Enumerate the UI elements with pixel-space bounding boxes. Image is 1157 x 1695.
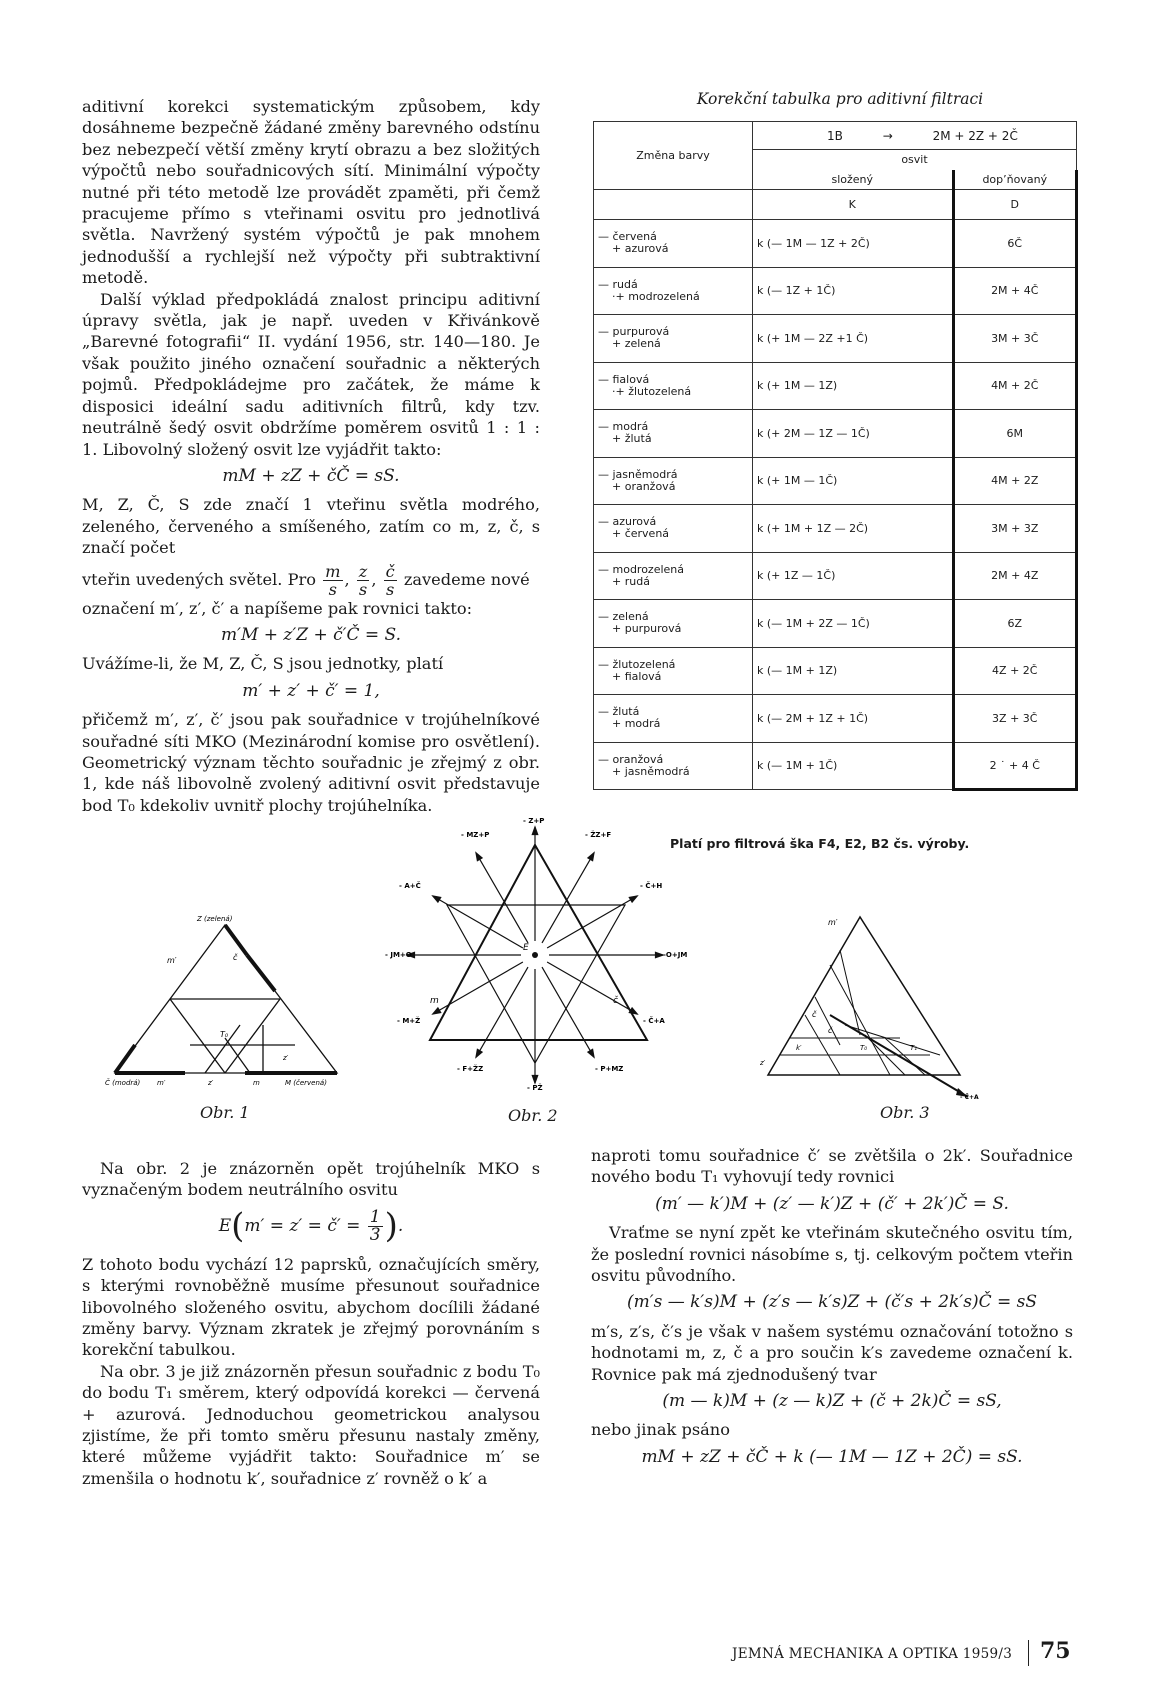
ray-label-top: - Z+P bbox=[523, 817, 545, 825]
table-row bbox=[594, 647, 1077, 695]
equation: (m′s — k′s)M + (z′s — k′s)Z + (č′s + 2k′s)Č = sS bbox=[626, 1292, 1038, 1313]
header-doplnovany: dop’ňovaný bbox=[953, 170, 1076, 190]
ray-arrowhead bbox=[588, 853, 594, 861]
label-k: k′ bbox=[796, 1044, 802, 1052]
k-cell: k (+ 1Z — 1Č) bbox=[753, 552, 954, 600]
direction-ray bbox=[547, 896, 637, 948]
fraction: $\frac{m}{s}$ bbox=[325, 561, 341, 599]
ray-arrowhead bbox=[476, 1049, 482, 1057]
correction-table bbox=[593, 121, 1078, 791]
color-change-cell: — žlutá + modrá bbox=[594, 695, 753, 743]
k-cell: k (+ 2M — 1Z — 1Č) bbox=[753, 410, 954, 458]
fraction: $\frac{č}{s}$ bbox=[385, 561, 395, 599]
thick-segment bbox=[115, 1045, 135, 1073]
ray-arrowhead bbox=[532, 1076, 537, 1084]
label-m: m bbox=[430, 996, 439, 1006]
paragraph: Uvážíme-li, že M, Z, Č, S jsou jednotky, platí bbox=[82, 654, 444, 674]
direction-ray bbox=[433, 896, 523, 948]
thick-segment bbox=[225, 925, 247, 955]
ray-arrowhead bbox=[588, 1049, 594, 1057]
label-arrow: - Č+A bbox=[960, 1094, 979, 1100]
label-t0: T₀ bbox=[860, 1044, 868, 1052]
ray-arrowhead bbox=[656, 952, 664, 957]
ray-arrowhead bbox=[629, 1008, 637, 1014]
k-cell: k (— 1M — 1Z + 2Č) bbox=[753, 220, 954, 268]
d-cell: 2 ˙ + 4 Č bbox=[953, 742, 1076, 790]
table-row bbox=[594, 742, 1077, 790]
paragraph: Z tohoto bodu vychází 12 paprsků, označujících směry, s kterými rovnoběžně musíme přesunout souřadnice libovolného složeného osvitu, abychom docílili žádané změny barvy. Význam zkratek je zřejmý porovnáním s korekční tabulkou. bbox=[82, 1254, 540, 1360]
header-osvit: osvit bbox=[753, 150, 1077, 170]
ray-arrowhead bbox=[433, 896, 441, 902]
k-cell: k (— 1Z + 1Č) bbox=[753, 267, 954, 315]
ray-label-b: - PŽ bbox=[527, 1084, 543, 1092]
left-column-bottom bbox=[82, 1158, 540, 1489]
d-cell: 3Z + 3Č bbox=[953, 695, 1076, 743]
label-bottom-right: M (červená) bbox=[285, 1079, 327, 1087]
color-change-cell: — jasněmodrá + oranžová bbox=[594, 457, 753, 505]
ray-label-lb: - M+Ž bbox=[397, 1017, 421, 1025]
label-bottom-left: Č (modrá) bbox=[105, 1079, 141, 1087]
paragraph: Na obr. 2 je znázorněn opět trojúhelník MKO s vyznačeným bodem neutrálního osvitu bbox=[82, 1159, 540, 1200]
ray-label-bl: - F+ŽZ bbox=[457, 1065, 484, 1073]
empty-cell bbox=[594, 190, 753, 220]
label-right: č bbox=[233, 953, 238, 962]
ray-label-rt: - Č+H bbox=[640, 882, 663, 890]
fraction: $\frac{1}{3}$ bbox=[369, 1206, 381, 1245]
equation-e: E(m′ = z′ = č′ = $\frac{1}{3}$ ). bbox=[218, 1205, 404, 1246]
center-point bbox=[532, 952, 538, 958]
ray-arrowhead bbox=[433, 1008, 441, 1014]
equation: (m — k)M + (z — k)Z + (č + 2k)Č = sS, bbox=[662, 1391, 1002, 1412]
color-change-cell: — fialová ·+ žlutozelená bbox=[594, 362, 753, 410]
d-cell: 3M + 3Z bbox=[953, 505, 1076, 553]
color-change-cell: — oranžová + jasněmodrá bbox=[594, 742, 753, 790]
col-k: K bbox=[753, 190, 954, 220]
d-cell: 3M + 3Č bbox=[953, 315, 1076, 363]
color-change-cell: — rudá ·+ modrozelená bbox=[594, 267, 753, 315]
k-cell: k (+ 1M — 1Z) bbox=[753, 362, 954, 410]
d-cell: 6Z bbox=[953, 600, 1076, 648]
label-b3: m bbox=[253, 1079, 260, 1087]
inner-line bbox=[225, 999, 280, 1073]
grid-line bbox=[805, 1015, 840, 1075]
label-top: m′ bbox=[828, 918, 838, 927]
table-row bbox=[594, 552, 1077, 600]
label-t1: T₁ bbox=[910, 1044, 918, 1052]
paragraph: Na obr. 3 je již znázorněn přesun souřadnic z bodu T₀ do bodu T₁ směrem, který odpovídá korekci — červená + azurová. Jednoduchou geometrickou analysou zjistíme, že při tomto směru přesunu nastaly změny, které můžeme vyjádřit takto: Souřadnice m′ se zmenšila o hodnotu k′, souřadnice z′ rovněž o k′ a bbox=[82, 1361, 540, 1488]
d-cell: 6Č bbox=[953, 220, 1076, 268]
journal-footer: JEMNÁ MECHANIKA A OPTIKA 1959/3 bbox=[732, 1646, 1013, 1662]
paragraph: Vraťme se nyní zpět ke vteřinám skutečného osvitu tím, že poslední rovnici násobíme s, tj. celkovým počtem vteřin osvitu původního. bbox=[591, 1223, 1073, 1286]
table-row bbox=[594, 600, 1077, 648]
ray-arrowhead bbox=[532, 827, 537, 835]
direction-ray bbox=[476, 967, 528, 1057]
k-cell: k (+ 1M + 1Z — 2Č) bbox=[753, 505, 954, 553]
color-change-cell: — purpurová + zelená bbox=[594, 315, 753, 363]
thick-segment bbox=[247, 955, 275, 991]
label-c: č bbox=[613, 996, 618, 1006]
table-row bbox=[594, 315, 1077, 363]
ray-arrowhead bbox=[629, 896, 637, 902]
k-cell: k (— 1M + 1Z) bbox=[753, 647, 954, 695]
label-top: Z (zelená) bbox=[197, 915, 233, 923]
label-b2: z′ bbox=[208, 1079, 214, 1087]
color-change-cell: — zelená + purpurová bbox=[594, 600, 753, 648]
label-z: z′ bbox=[760, 1059, 766, 1067]
equation: (m′ — k′)M + (z′ — k′)Z + (č′ + 2k′)Č = S. bbox=[655, 1193, 1009, 1214]
header-change: Změna barvy bbox=[594, 122, 753, 190]
figure-1 bbox=[105, 905, 345, 1095]
label-e: E bbox=[523, 943, 529, 953]
k-cell: k (+ 1M — 1Č) bbox=[753, 457, 954, 505]
d-cell: 4M + 2Z bbox=[953, 457, 1076, 505]
label-left: č bbox=[812, 1010, 817, 1019]
ray-label-l: - JM+O bbox=[385, 951, 412, 959]
ray-label-tr: - ŽZ+F bbox=[585, 831, 612, 839]
paragraph: M, Z, Č, S zde značí 1 vteřinu světla modrého, zeleného, červeného a smíšeného, zatím co m, z, č, s značí počet bbox=[82, 495, 540, 558]
paragraph: označení m′, z′, č′ a napíšeme pak rovnici takto: bbox=[82, 598, 473, 618]
label-left: m′ bbox=[167, 956, 177, 965]
table-row bbox=[594, 457, 1077, 505]
label-c: č bbox=[828, 1026, 833, 1035]
col-d: D bbox=[953, 190, 1076, 220]
figure-1-caption: Obr. 1 bbox=[200, 1103, 250, 1122]
direction-ray bbox=[433, 962, 523, 1014]
equation: m′M + z′Z + č′Č = S. bbox=[220, 624, 401, 645]
d-cell: 2M + 4Z bbox=[953, 552, 1076, 600]
fraction: $\frac{z}{s}$ bbox=[358, 561, 368, 599]
right-column-bottom bbox=[591, 1145, 1073, 1475]
equation: mM + zZ + čČ = sS. bbox=[222, 465, 400, 486]
equation: mM + zZ + čČ + k (— 1M — 1Z + 2Č) = sS. bbox=[641, 1446, 1023, 1467]
color-change-cell: — modrá + žlutá bbox=[594, 410, 753, 458]
paragraph: aditivní korekci systematickým způsobem, kdy dosáhneme bezpečně žádané změny barevného odstínu bez nebezpečí větší změny krytí obrazu a bez složitých výpočtů nebo souřadnicových sítí. Minimální výpočty nutné při této metodě lze provádět zpaměti, při čemž pracujeme přímo s vteřinami osvitu pro jednotlivá světla. Navržený systém výpočtů je pak mnohem jednodušší a rychlejší než výpočty při subtraktivní metodě. bbox=[82, 97, 540, 288]
color-change-cell: — modrozelená + rudá bbox=[594, 552, 753, 600]
k-cell: k (— 2M + 1Z + 1Č) bbox=[753, 695, 954, 743]
ray-label-lt: - A+Č bbox=[399, 882, 421, 890]
k-cell: k (— 1M + 2Z — 1Č) bbox=[753, 600, 954, 648]
figure-2-caption: Obr. 2 bbox=[508, 1106, 558, 1125]
direction-ray bbox=[542, 853, 594, 943]
d-cell: 2M + 4Č bbox=[953, 267, 1076, 315]
table-row bbox=[594, 220, 1077, 268]
left-column-top bbox=[82, 96, 540, 816]
table-note: Platí pro filtrová ška F4, E2, B2 čs. výroby. bbox=[670, 836, 970, 851]
table-row bbox=[594, 505, 1077, 553]
equation: m′ + z′ + č′ = 1, bbox=[242, 680, 380, 701]
paragraph-with-fractions: vteřin uvedených světel. Pro $\frac{m}{s}$ , $\frac{z}{s}$ , $\frac{č}{s}$ zavedeme nové bbox=[82, 561, 530, 599]
direction-ray bbox=[476, 853, 528, 943]
color-change-cell: — žlutozelená + fialová bbox=[594, 647, 753, 695]
inner-line bbox=[170, 999, 225, 1073]
header-formula: 1B → 2M + 2Z + 2Č bbox=[753, 122, 1077, 150]
color-change-cell: — azurová + červená bbox=[594, 505, 753, 553]
triangle bbox=[430, 845, 647, 1040]
direction-ray bbox=[547, 962, 637, 1014]
ray-label-r: -O+JM bbox=[663, 951, 688, 959]
table-row bbox=[594, 695, 1077, 743]
d-cell: 4M + 2Č bbox=[953, 362, 1076, 410]
table-row bbox=[594, 410, 1077, 458]
color-change-cell: — červená + azurová bbox=[594, 220, 753, 268]
ray-label-br: - P+MZ bbox=[595, 1065, 624, 1073]
table-caption: Korekční tabulka pro aditivní filtraci bbox=[696, 90, 984, 108]
d-cell: 6M bbox=[953, 410, 1076, 458]
label-b1: m′ bbox=[157, 1079, 166, 1087]
header-slozeny: složený bbox=[753, 170, 954, 190]
ray-label-rb: - Č+A bbox=[643, 1017, 665, 1025]
table-row bbox=[594, 362, 1077, 410]
k-cell: k (+ 1M — 2Z +1 Č) bbox=[753, 315, 954, 363]
figure-2 bbox=[385, 815, 725, 1095]
label-t0: T₀ bbox=[220, 1030, 229, 1039]
paragraph: přičemž m′, z′, č′ jsou pak souřadnice v trojúhelníkové souřadné síti MKO (Mezinárodní komise pro osvětlení). Geometrický význam těchto souřadnic je zřejmý z obr. 1, kde náš libovolně zvolený aditivní osvit představuje bod T₀ kdekoliv uvnitř plochy trojúhelníka. bbox=[82, 710, 540, 815]
k-cell: k (— 1M + 1Č) bbox=[753, 742, 954, 790]
ray-label-tl: - MZ+P bbox=[461, 831, 490, 839]
paragraph: naproti tomu souřadnice č′ se zvětšila o 2k′. Souřadnice nového bodu T₁ vyhovují tedy rovnici bbox=[591, 1146, 1073, 1187]
footer-divider bbox=[1028, 1640, 1029, 1666]
direction-ray bbox=[542, 967, 594, 1057]
page-number: 75 bbox=[1040, 1638, 1071, 1664]
paragraph: m′s, z′s, č′s je však v našem systému označování totožno s hodnotami m, z, č a pro součin k′s zavedeme označení k. Rovnice pak má zjednodušený tvar bbox=[591, 1321, 1073, 1384]
label-r1: z′ bbox=[283, 1054, 289, 1062]
paragraph: Další výklad předpokládá znalost principu aditivní úpravy světla, jak je např. uveden v Křivánkově „Barevné fotografii“ II. vydání 1956, str. 140—180. Je však použito jiného označení souřadnic a některých pojmů. Předpokládejme pro začátek, že máme k disposici ideální sadu aditivních filtrů, kdy tzv. neutrálně šedý osvit obdržíme poměrem osvitů 1 : 1 : 1. Libovolný složený osvit lze vyjádřit takto: bbox=[82, 289, 540, 459]
ray-arrowhead bbox=[476, 853, 482, 861]
figure-3-caption: Obr. 3 bbox=[880, 1103, 930, 1122]
d-cell: 4Z + 2Č bbox=[953, 647, 1076, 695]
paragraph: nebo jinak psáno bbox=[591, 1420, 730, 1440]
table-row bbox=[594, 267, 1077, 315]
figure-3 bbox=[760, 905, 1005, 1100]
